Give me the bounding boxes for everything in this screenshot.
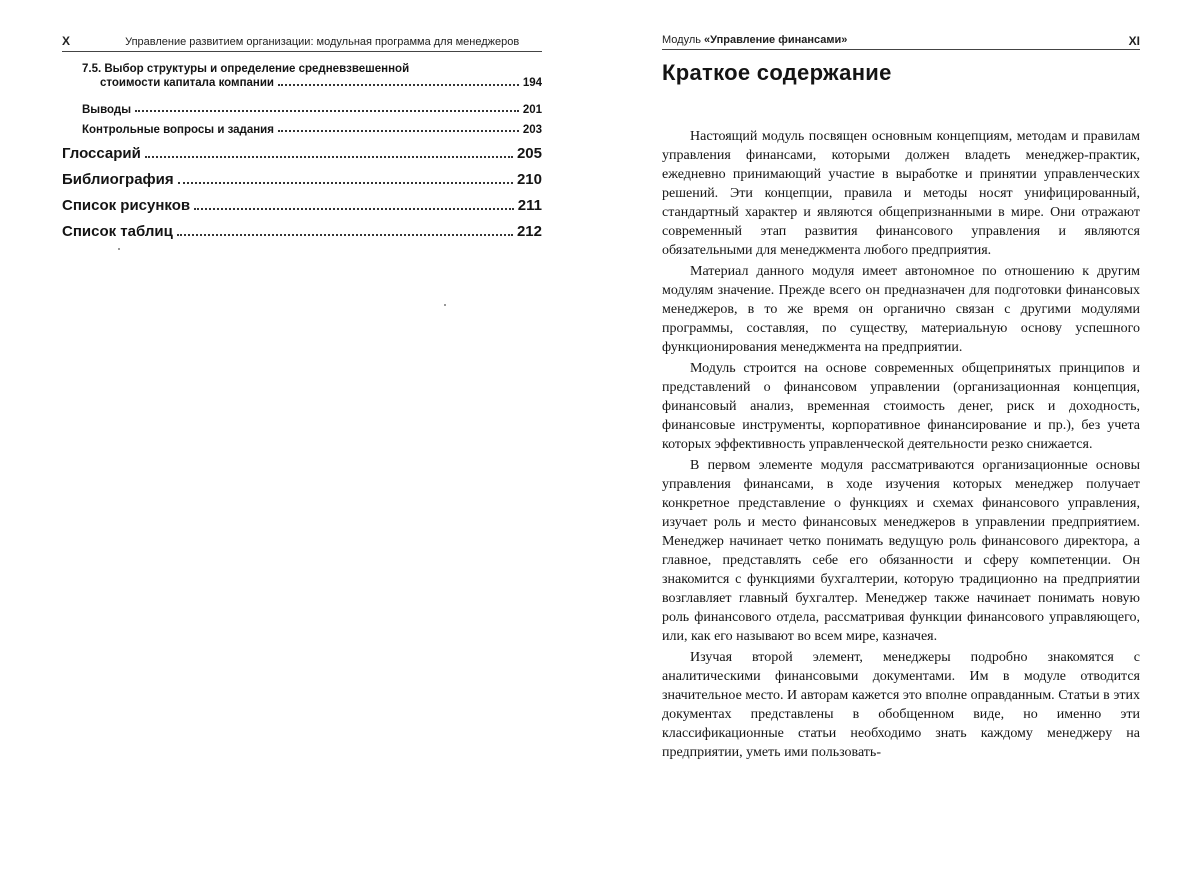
toc-entry[interactable] [62, 188, 542, 214]
right-page [600, 0, 1200, 887]
toc-entry-page: 210 [516, 171, 542, 188]
right-running-header [662, 34, 1140, 50]
scan-speck [118, 248, 120, 250]
paragraph: Настоящий модуль посвящен основным концепциям, методам и правилам управления финансами, которыми должен владеть менеджер-практик, ежедневно принимающий участие в выработке и принятии управленческих решений. Эти концепции, правила и методы носят унифицированный, стандартный характер и являются общепризнанными в мире. Они отражают современный этап развития финансового управления и являются обязательными для менеджмента любого предприятия. [662, 129, 1140, 258]
toc-entry[interactable] [62, 162, 542, 188]
toc-entry-page: 211 [517, 197, 542, 214]
scan-speck [444, 304, 446, 306]
toc-entry[interactable] [62, 116, 542, 136]
toc-entry-page: 203 [522, 124, 542, 136]
toc-entry[interactable] [62, 136, 542, 162]
toc-leader-dots [145, 155, 513, 158]
paragraph: Материал данного модуля имеет автономное по отношению к другим модулям значение. Прежде всего он предназначен для подготовки финансовых менеджеров, в то же время он органично связан с другими модулями программы, составляя, по существу, материальную основу успешного функционирования менеджмента на предприятии. [662, 264, 1140, 355]
toc-leader-dots [135, 109, 519, 112]
section-title: Краткое содержание [662, 60, 892, 85]
paragraph: Модуль строится на основе современных общепринятых принципов и представлений о финансовом управлении (организационная концепция, финансовый анализ, временная стоимость денег, риск и доходность, финансовые инструменты, корпоративное финансирование и пр.), без учета которых эффективность управленческой деятельности резко снижается. [662, 361, 1140, 452]
toc-entry-page: 205 [516, 145, 542, 162]
toc-entry[interactable] [62, 62, 542, 90]
paragraph: Изучая второй элемент, менеджеры подробно знакомятся с аналитическими финансовыми документами. Им в модуле отводится значительное место. И авторам кажется это вполне оправданным. Статьи в этих документах представлены в обобщенном виде, но именно эти классификационные статьи необходимо знать каждому менеджеру на предприятии, уметь ими пользовать- [662, 650, 1140, 760]
left-running-header [62, 34, 542, 52]
toc-entry-title: Выводы [82, 104, 132, 116]
toc-entry-title-line1: 7.5. Выбор структуры и определение средневзвешенной [82, 63, 410, 75]
toc-entry[interactable] [62, 214, 542, 240]
right-header-prefix: Модуль [662, 34, 705, 46]
toc-leader-dots [278, 83, 519, 86]
body-text [662, 127, 1140, 764]
toc-entry-title: Контрольные вопросы и задания [82, 124, 274, 136]
left-header-text: Управление развитием организации: модульная программа для менеджеров [125, 36, 520, 48]
left-page-number: X [62, 34, 71, 48]
toc-entry-title: Библиография [62, 171, 174, 188]
toc-entry-title-line2: стоимости капитала компании [100, 77, 274, 89]
toc-entry-title: Глоссарий [62, 145, 141, 162]
paragraph: В первом элементе модуля рассматриваются организационные основы управления финансами, в ходе изучения которых менеджер получает конкретное представление о функциях и схемах финансового управления, изучает роль и место финансовых менеджеров в управлении предприятием. Менеджер начинает четко понимать ведущую роль финансового директора, а главное, представлять себе его обязанности и сферу компетенции. Он знакомится с функциями бухгалтерии, которую традиционно на предприятии возглавляет главный бухгалтер. Менеджер также начинает понимать новую роль финансового отдела, рассматривая функции финансового управляющего, или, как его называют во всем мире, казначея. [662, 458, 1140, 644]
table-of-contents [62, 62, 542, 240]
toc-entry-page: 194 [522, 77, 542, 89]
toc-leader-dots [178, 181, 513, 184]
toc-entry-page: 212 [516, 223, 542, 240]
toc-entry[interactable] [62, 96, 542, 116]
toc-leader-dots [177, 233, 513, 236]
toc-entry-page: 201 [522, 104, 542, 116]
toc-leader-dots [278, 129, 519, 132]
toc-entry-title: Список рисунков [62, 197, 191, 214]
right-page-number: XI [1128, 34, 1140, 48]
right-header-module: «Управление финансами» [704, 34, 848, 46]
toc-entry-title: Список таблиц [62, 223, 173, 240]
toc-leader-dots [194, 207, 514, 210]
